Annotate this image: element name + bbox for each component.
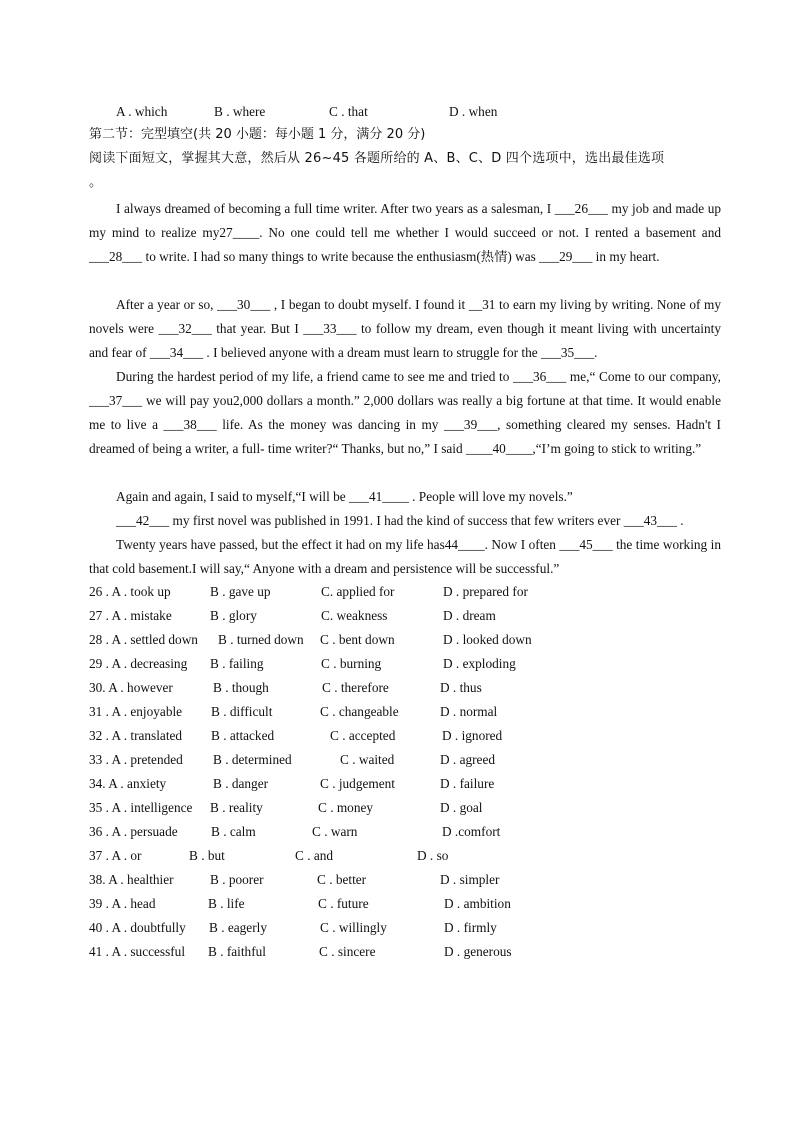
- question-option-c: C . burning: [321, 656, 382, 671]
- question-option-d: D .comfort: [442, 824, 501, 839]
- question-option-b: B . failing: [210, 656, 264, 671]
- question-option-c: C . better: [317, 872, 367, 887]
- question-option-b: B . gave up: [210, 584, 271, 599]
- question-option-d: D . ambition: [444, 896, 511, 911]
- section-instruction-end: 。: [89, 175, 103, 190]
- question-option-a: 33 . A . pretended: [89, 752, 183, 767]
- question-option-a: 35 . A . intelligence: [89, 800, 193, 815]
- question-option-d: D . normal: [440, 704, 498, 719]
- question-option-c: C . changeable: [320, 704, 399, 719]
- question-option-b: B . life: [208, 896, 245, 911]
- passage-paragraph-6: Twenty years have passed, but the effect it had on my life has44____. Now I often ___45___ the time working in that cold basement.I will say,“ Anyone with a dream and persistence will be successful.”: [89, 537, 721, 576]
- question-option-a: 36 . A . persuade: [89, 824, 178, 839]
- question-option-d: D . firmly: [444, 920, 497, 935]
- question-option-b: B . determined: [213, 752, 292, 767]
- question-option-d: D . simpler: [440, 872, 500, 887]
- question-option-b: B . turned down: [218, 632, 304, 647]
- question-option-d: D . goal: [440, 800, 483, 815]
- question-option-c: C . sincere: [319, 944, 376, 959]
- question-option-d: D . exploding: [443, 656, 516, 671]
- question-option-b: B . calm: [211, 824, 256, 839]
- question-option-b: B . difficult: [211, 704, 273, 719]
- question-option-d: D . thus: [440, 680, 482, 695]
- question-option-d: D . ignored: [442, 728, 503, 743]
- question-option-a: 37 . A . or: [89, 848, 142, 863]
- question-option-c: C. applied for: [321, 584, 395, 599]
- prev-option-b: B . where: [214, 104, 266, 119]
- question-option-b: B . attacked: [211, 728, 275, 743]
- question-option-a: 39 . A . head: [89, 896, 156, 911]
- question-option-d: D . prepared for: [443, 584, 528, 599]
- question-option-c: C . warn: [312, 824, 358, 839]
- passage-paragraph-1: I always dreamed of becoming a full time writer. After two years as a salesman, I ___26___ my job and made up my mind to realize my27____. No one could tell me whether I would succeed or not. I rented a basement and ___28___ to write. I had so many things to write because the enthusiasm(热情) was ___29___ in my heart.: [89, 201, 721, 264]
- question-option-b: B . poorer: [210, 872, 264, 887]
- question-option-c: C . money: [318, 800, 374, 815]
- passage-paragraph-2: After a year or so, ___30___ , I began to doubt myself. I found it __31 to earn my living by writing. None of my novels were ___32___ that year. But I ___33___ to follow my dream, even though it meant living with uncertainty and fear of ___34___ . I believed anyone with a dream must learn to struggle for the ___35___.: [89, 297, 721, 360]
- question-option-c: C . judgement: [320, 776, 395, 791]
- question-option-d: D . looked down: [443, 632, 532, 647]
- passage-paragraph-4: Again and again, I said to myself,“I will be ___41____ . People will love my novels.”: [116, 489, 573, 504]
- question-option-c: C . and: [295, 848, 334, 863]
- question-option-c: C . therefore: [322, 680, 389, 695]
- question-option-b: B . though: [213, 680, 269, 695]
- question-option-c: C . bent down: [320, 632, 395, 647]
- question-option-a: 34. A . anxiety: [89, 776, 167, 791]
- question-option-c: C. weakness: [321, 608, 388, 623]
- question-option-d: D . failure: [440, 776, 495, 791]
- question-option-b: B . danger: [213, 776, 269, 791]
- question-option-b: B . glory: [210, 608, 257, 623]
- question-option-d: D . agreed: [440, 752, 496, 767]
- question-option-a: 30. A . however: [89, 680, 173, 695]
- question-option-c: C . accepted: [330, 728, 396, 743]
- question-option-a: 27 . A . mistake: [89, 608, 172, 623]
- question-option-c: C . willingly: [320, 920, 387, 935]
- question-option-d: D . dream: [443, 608, 496, 623]
- question-option-a: 38. A . healthier: [89, 872, 174, 887]
- question-option-a: 41 . A . successful: [89, 944, 186, 959]
- question-option-a: 40 . A . doubtfully: [89, 920, 186, 935]
- question-option-d: D . so: [417, 848, 449, 863]
- question-option-a: 31 . A . enjoyable: [89, 704, 183, 719]
- question-option-a: 26 . A . took up: [89, 584, 171, 599]
- question-option-a: 29 . A . decreasing: [89, 656, 188, 671]
- question-option-a: 28 . A . settled down: [89, 632, 198, 647]
- passage-paragraph-5: ___42___ my first novel was published in 1991. I had the kind of success that few writers ever ___43___ .: [116, 513, 684, 528]
- question-option-d: D . generous: [444, 944, 512, 959]
- prev-option-d: D . when: [449, 104, 498, 119]
- question-option-a: 32 . A . translated: [89, 728, 183, 743]
- question-option-b: B . reality: [210, 800, 263, 815]
- section-title: 第二节：完型填空(共 20 小题：每小题 1 分，满分 20 分): [89, 127, 426, 142]
- section-instruction: 阅读下面短文，掌握其大意，然后从 26~45 各题所给的 A、B、C、D 四个选项中，选出最佳选项: [89, 151, 665, 166]
- question-option-b: B . eagerly: [209, 920, 267, 935]
- prev-option-a: A . which: [116, 104, 168, 119]
- prev-option-c: C . that: [329, 104, 368, 119]
- question-option-c: C . waited: [340, 752, 395, 767]
- question-option-b: B . but: [189, 848, 225, 863]
- passage-paragraph-3: During the hardest period of my life, a friend came to see me and tried to ___36___ me,“ Come to our company, ___37___ we will pay you2,000 dollars a month.” 2,000 dollars was really a big fortune at that time. It would enable me to live a ___38___ life. As the money was dancing in my ___39___, something cleared my senses. Hadn't I dreamed of being a writer, a full- time writer?“ Thanks, but no,” I said ____40____,“I’m going to stick to writing.”: [89, 369, 721, 456]
- question-option-b: B . faithful: [208, 944, 266, 959]
- question-option-c: C . future: [318, 896, 369, 911]
